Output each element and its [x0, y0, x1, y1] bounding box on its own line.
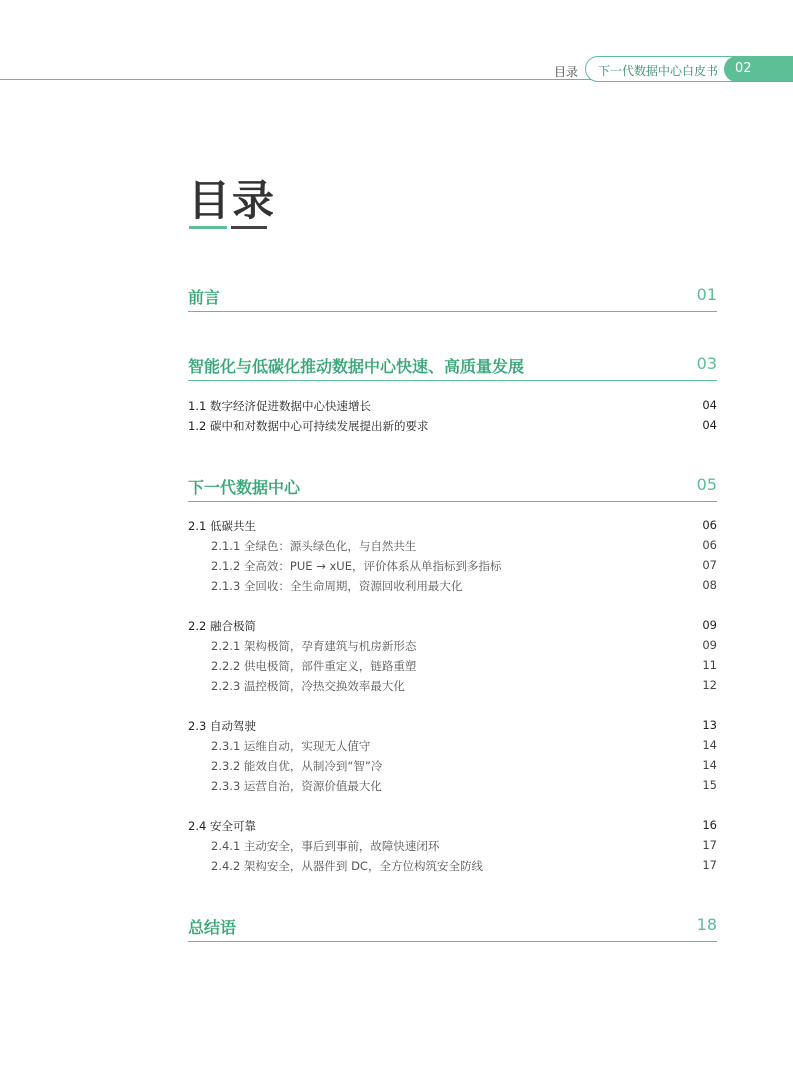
toc-subentry[interactable] — [188, 678, 717, 696]
toc-entry[interactable] — [188, 618, 717, 636]
entry-title: 2.2 融合极简 — [188, 619, 256, 633]
toc-entry[interactable] — [188, 818, 717, 836]
toc-subentry[interactable] — [188, 838, 717, 856]
toc-chapter[interactable] — [188, 915, 717, 942]
toc-entry[interactable] — [188, 398, 717, 416]
chapter-title: 智能化与低碳化推动数据中心快速、高质量发展 — [188, 357, 525, 376]
toc-chapter[interactable] — [188, 354, 717, 381]
entry-page: 09 — [702, 638, 717, 652]
entry-title: 2.4 安全可靠 — [188, 819, 256, 833]
chapter-title: 总结语 — [188, 918, 237, 937]
toc-subentry[interactable] — [188, 578, 717, 596]
entry-title: 2.1 低碳共生 — [188, 519, 256, 533]
entry-title: 2.1.2 全高效：PUE → xUE，评价体系从单指标到多指标 — [211, 559, 502, 573]
toc-entry[interactable] — [188, 418, 717, 436]
entry-title: 2.3.2 能效自优，从制冷到“智”冷 — [211, 759, 383, 773]
header-book-title: 下一代数据中心白皮书 — [598, 64, 719, 78]
title-accent-green — [189, 226, 227, 229]
toc-subentry[interactable] — [188, 658, 717, 676]
header-page-number: 02 — [724, 56, 793, 82]
entry-title: 1.1 数字经济促进数据中心快速增长 — [188, 399, 371, 413]
entry-title: 1.2 碳中和对数据中心可持续发展提出新的要求 — [188, 419, 429, 433]
entry-title: 2.2.1 架构极简，孕育建筑与机房新形态 — [211, 639, 417, 653]
toc-subentry[interactable] — [188, 558, 717, 576]
toc-chapter[interactable] — [188, 285, 717, 312]
toc-entry[interactable] — [188, 718, 717, 736]
entry-title: 2.3.3 运营自治，资源价值最大化 — [211, 779, 382, 793]
entry-page: 06 — [702, 538, 717, 552]
entry-title: 2.4.1 主动安全，事后到事前，故障快速闭环 — [211, 839, 440, 853]
entry-page: 08 — [702, 578, 717, 592]
toc-subentry[interactable] — [188, 638, 717, 656]
header-section: 目录 — [553, 65, 578, 79]
toc-entry[interactable] — [188, 518, 717, 536]
chapter-page: 05 — [696, 475, 717, 494]
entry-title: 2.3 自动驾驶 — [188, 719, 256, 733]
chapter-page: 03 — [696, 354, 717, 373]
entry-page: 13 — [702, 718, 717, 732]
entry-page: 07 — [702, 558, 717, 572]
chapter-title: 下一代数据中心 — [188, 478, 301, 497]
page-header — [0, 56, 793, 84]
toc-subentry[interactable] — [188, 738, 717, 756]
entry-page: 17 — [702, 838, 717, 852]
toc-subentry[interactable] — [188, 858, 717, 876]
entry-page: 15 — [702, 778, 717, 792]
title-accent-dark — [231, 226, 267, 229]
entry-page: 12 — [702, 678, 717, 692]
toc-subentry[interactable] — [188, 538, 717, 556]
entry-title: 2.1.1 全绿色：源头绿色化，与自然共生 — [211, 539, 417, 553]
chapter-title: 前言 — [188, 288, 221, 307]
toc-chapter[interactable] — [188, 475, 717, 502]
entry-page: 16 — [702, 818, 717, 832]
chapter-page: 01 — [696, 285, 717, 304]
entry-page: 11 — [702, 658, 717, 672]
entry-title: 2.4.2 架构安全，从器件到 DC，全方位构筑安全防线 — [211, 859, 483, 873]
entry-page: 17 — [702, 858, 717, 872]
toc-subentry[interactable] — [188, 778, 717, 796]
toc-subentry[interactable] — [188, 758, 717, 776]
entry-page: 14 — [702, 738, 717, 752]
entry-page: 06 — [702, 518, 717, 532]
entry-page: 09 — [702, 618, 717, 632]
page-title: 目录 — [188, 176, 277, 225]
entry-title: 2.2.3 温控极简，冷热交换效率最大化 — [211, 679, 405, 693]
entry-title: 2.3.1 运维自动，实现无人值守 — [211, 739, 371, 753]
entry-title: 2.2.2 供电极简，部件重定义，链路重塑 — [211, 659, 417, 673]
entry-page: 04 — [702, 398, 717, 412]
entry-page: 04 — [702, 418, 717, 432]
entry-title: 2.1.3 全回收：全生命周期，资源回收利用最大化 — [211, 579, 463, 593]
entry-page: 14 — [702, 758, 717, 772]
chapter-page: 18 — [696, 915, 717, 934]
